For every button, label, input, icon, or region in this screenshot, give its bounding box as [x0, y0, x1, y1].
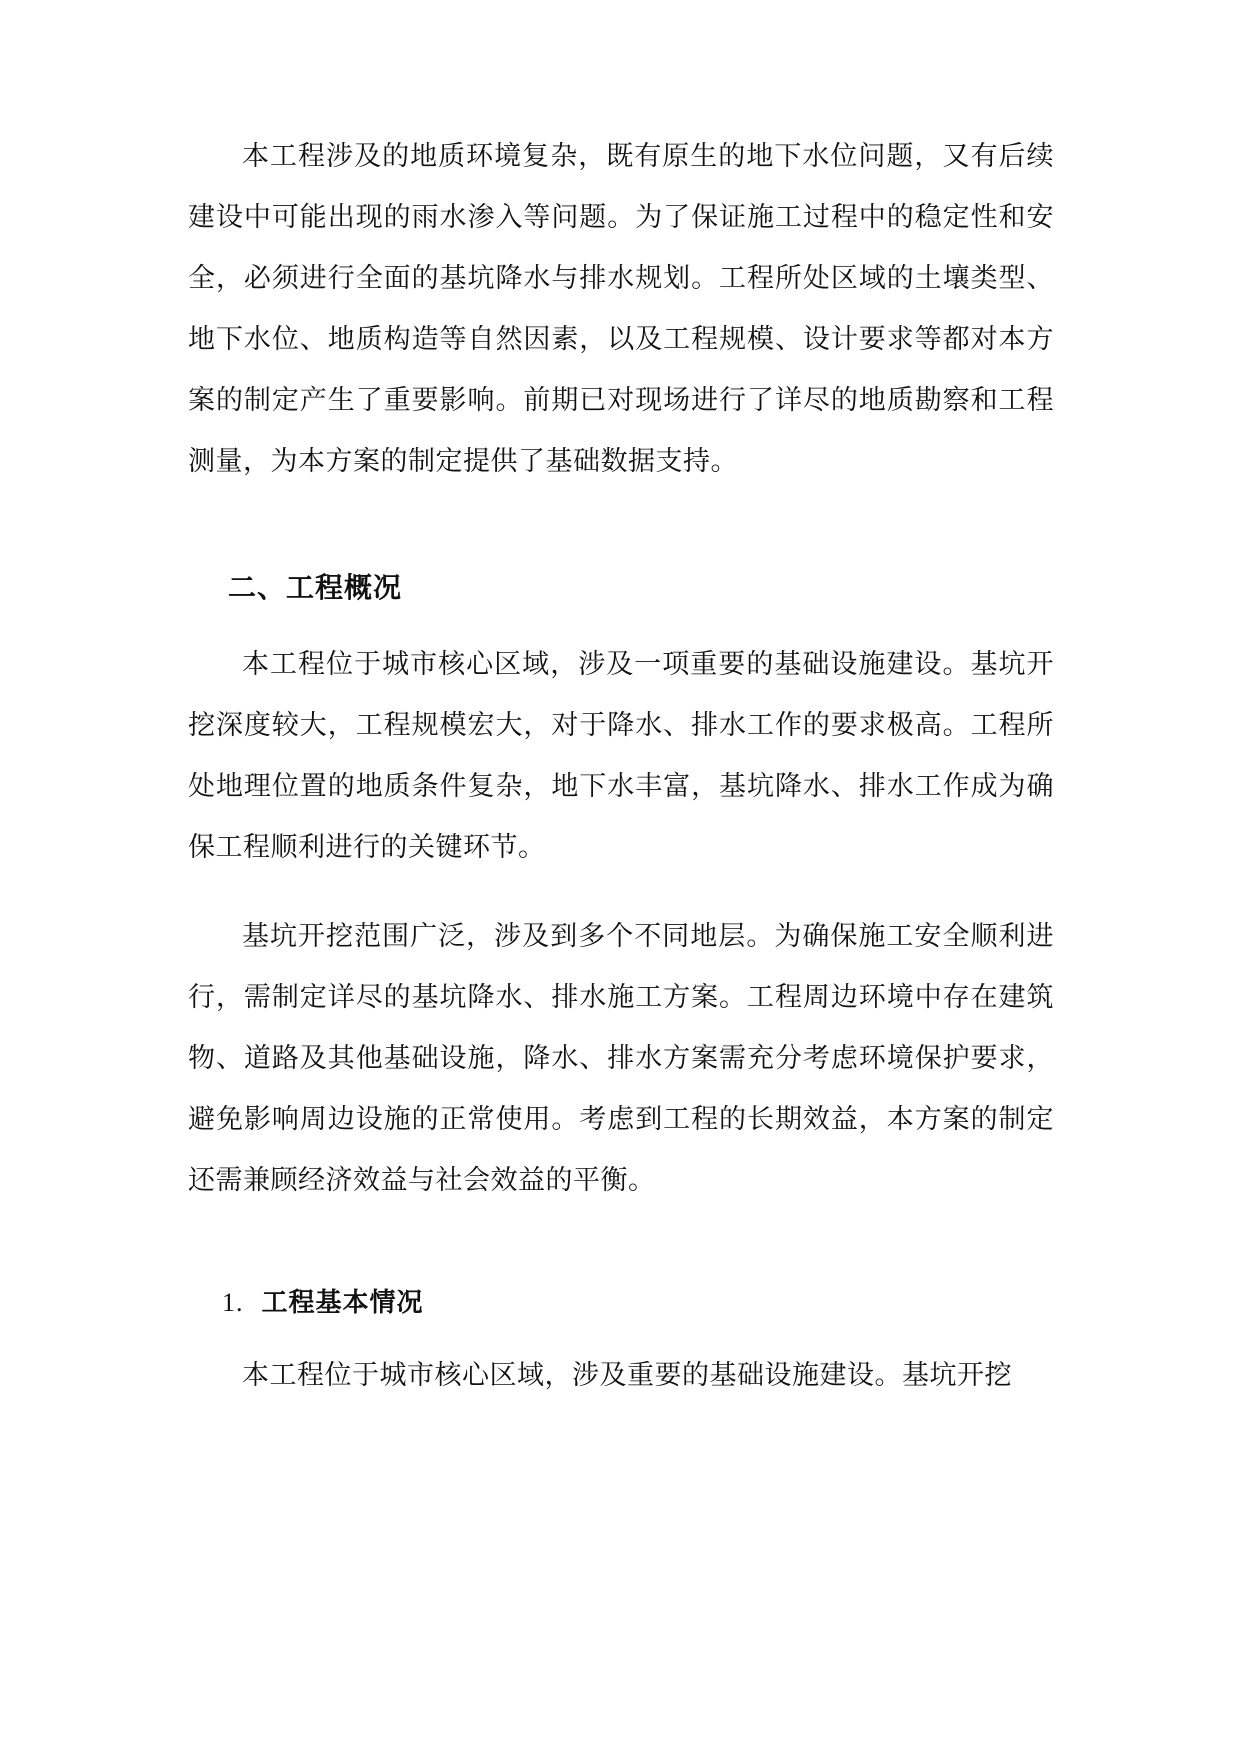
basic-info-paragraph: 本工程位于城市核心区域，涉及重要的基础设施建设。基坑开挖: [242, 1360, 1012, 1391]
overview-paragraph-2: 基坑开挖范围广泛，涉及到多个不同地层。为确保施工安全顺利进行，需制定详尽的基坑降水、排水施工方案。工程周边环境中存在建筑物、道路及其他基础设施，降水、排水方案需充分考虑环境保护要求，避免影响周边设施的正常使用。考虑到工程的长期效益，本方案的制定还需兼顾经济效益与社会效益的平衡。: [188, 921, 1054, 1196]
section-heading-overview: 二、工程概况: [228, 571, 403, 604]
overview-paragraph-1: 本工程位于城市核心区域，涉及一项重要的基础设施建设。基坑开挖深度较大，工程规模宏大，对于降水、排水工作的要求极高。工程所处地理位置的地质条件复杂，地下水丰富，基坑降水、排水工作成为确保工程顺利进行的关键环节。: [188, 649, 1054, 863]
intro-paragraph: 本工程涉及的地质环境复杂，既有原生的地下水位问题，又有后续建设中可能出现的雨水渗入等问题。为了保证施工过程中的稳定性和安全，必须进行全面的基坑降水与排水规划。工程所处区域的土壤类型、地下水位、地质构造等自然因素，以及工程规模、设计要求等都对本方案的制定产生了重要影响。前期已对现场进行了详尽的地质勘察和工程测量，为本方案的制定提供了基础数据支持。: [188, 141, 1054, 477]
subsection-number: 1.: [222, 1288, 244, 1317]
subsection-title: 工程基本情况: [261, 1288, 424, 1318]
subsection-heading-basic-info: [222, 1283, 424, 1323]
